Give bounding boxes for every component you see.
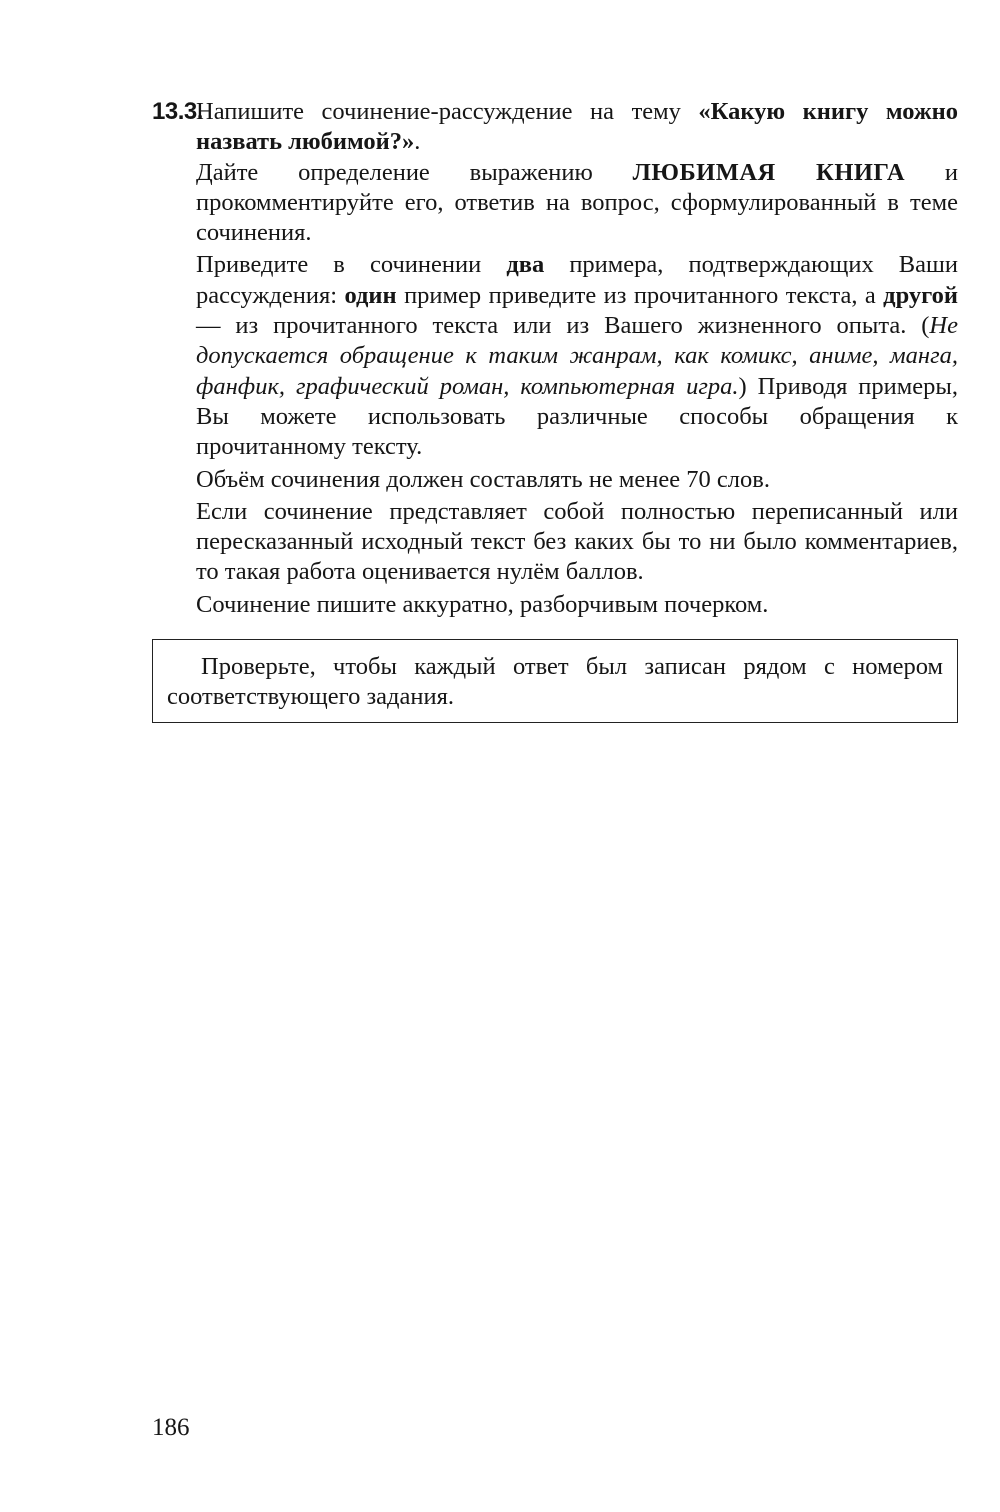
- word-count-requirement: Объём сочинения должен составлять не менее 70 слов.: [196, 465, 770, 493]
- notice-text: Проверьте, чтобы каждый ответ был записан рядом с номером соответствующего задания.: [167, 653, 943, 711]
- check-answers-notice: [152, 639, 958, 723]
- task-13-3: [152, 97, 958, 620]
- examples-text-a: Приведите в сочинении: [196, 251, 507, 279]
- definition-text-a: Дайте определение выражению: [196, 158, 633, 186]
- essay-topic: «Какую книгу можно назвать любимой?»: [196, 98, 958, 156]
- examples-one: один: [344, 281, 397, 309]
- examples-count-two: два: [506, 251, 545, 279]
- examples-text-e: ) Приводя примеры, Вы можете использовать различные способы обращения к прочитанному тексту.: [196, 372, 958, 461]
- definition-instruction: [196, 158, 958, 249]
- examples-other: другой: [883, 281, 958, 309]
- page-number: 186: [152, 1414, 190, 1441]
- prompt-intro-end: .: [414, 128, 421, 156]
- examples-instruction: [196, 250, 958, 462]
- prompt-intro: Напишите сочинение-рассуждение на тему: [196, 98, 699, 125]
- task-prompt: [196, 97, 958, 158]
- genre-restriction: Не допускается обращение к таким жанрам, как комикс, аниме, манга, фанфик, графический роман, компьютерная игра.: [196, 312, 958, 400]
- handwriting-instruction: Сочинение пишите аккуратно, разборчивым почерком.: [196, 590, 769, 618]
- task-body: [196, 97, 958, 158]
- examples-text-b: примера, подтверждающих Ваши рассуждения:: [196, 251, 958, 309]
- task-header: [152, 97, 958, 158]
- task-number: 13.3.: [152, 98, 203, 125]
- examples-text-d: — из прочитанного текста или из Вашего жизненного опыта. (: [196, 312, 930, 340]
- zero-score-rule: Если сочинение представляет собой полностью переписанный или пересказанный исходный текст без каких бы то ни было комментариев, то такая работа оценивается нулём баллов.: [196, 497, 958, 586]
- examples-text-c: пример приведите из прочитанного текста, а: [396, 281, 884, 309]
- definition-term: ЛЮБИМАЯ КНИГА: [632, 158, 906, 186]
- definition-text-b: и прокомментируйте его, ответив на вопрос, сформулированный в теме сочинения.: [196, 158, 958, 247]
